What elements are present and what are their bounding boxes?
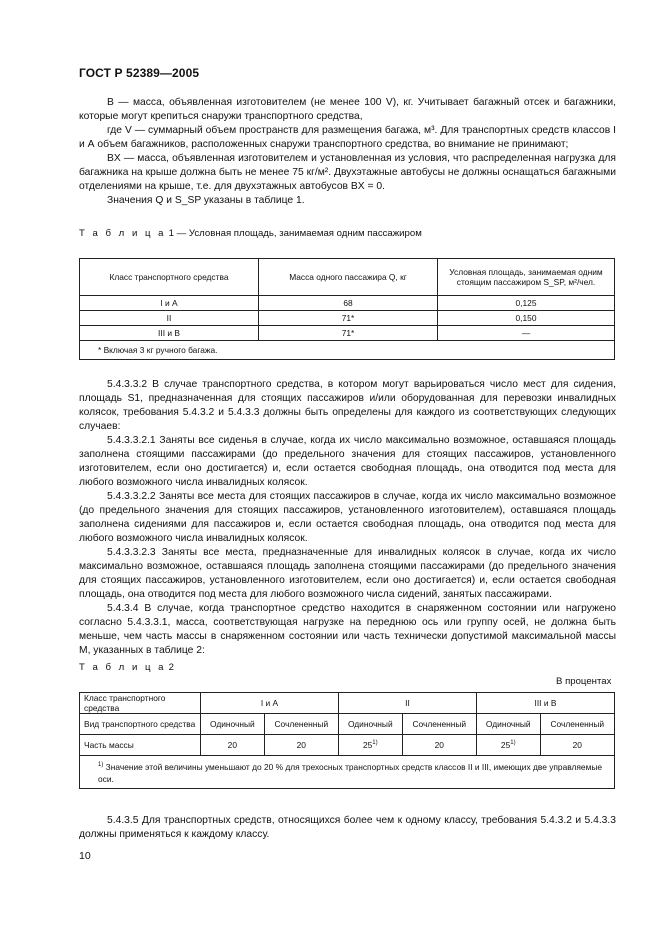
standard-title: ГОСТ Р 52389—2005 (79, 66, 200, 80)
table-cell: 71* (259, 326, 438, 341)
table1 (79, 258, 615, 360)
page-number: 10 (79, 850, 91, 862)
table-cell: Одиночный (338, 714, 402, 735)
table-cell: I и А (201, 693, 339, 714)
clause-5-4-3-3-2-1: 5.4.3.3.2.1 Заняты все сиденья в случае, когда их число максимально возможное, оставшаяся площадь заполнена стоящими пассажирами (до предельного значения для стоящих пассажиров, установленного изготовителем, если оно достигается) и, если остается свободная площадь, она отводится под места для любого возможного числа инвалидных колясок. (79, 435, 616, 488)
table-cell: III и В (476, 693, 614, 714)
table-cell: 25$^{1)}$ (476, 735, 540, 756)
table-cell: 20 (540, 735, 614, 756)
table1-header-cell: Класс транспортного средства (80, 259, 259, 296)
clause-5-4-3-4: 5.4.3.4 В случае, когда транспортное средство находится в снаряженном состоянии или нагружено согласно 5.4.3.3.1, масса, соответствующая нагрузке на переднюю ось или группу осей, не должна быть меньше, чем часть массы в снаряженном состоянии или часть технически допустимой максимальной массы M, указанных в таблице 2: (79, 603, 616, 656)
table-row (80, 326, 615, 341)
table1-header-cell: Условная площадь, занимаемая одним стоящим пассажиром S_SP, м²/чел. (438, 259, 615, 296)
table1-header-cell: Масса одного пассажира Q, кг (259, 259, 438, 296)
table-cell: 68 (259, 296, 438, 311)
clause-5-4-3-3-2: 5.4.3.3.2 В случае транспортного средства, в котором могут варьироваться число мест для сидения, площадь S1, предназначенная для стоящих пассажиров и/или оборудованная для перевозки инвалидных колясок, требования 5.4.3.2 и 5.4.3.3 должны быть определены для каждого из соответствующих следующих случаев: (79, 379, 616, 432)
definition-v: где V — суммарный объем пространств для размещения багажа, м³. Для транспортных средств классов I и А объем багажников, расположенных снаружи транспортного средства, во внимание не принимают; (79, 125, 616, 150)
table2-units: В процентах (556, 676, 612, 687)
table-row (80, 735, 615, 756)
table-cell: I и А (80, 296, 259, 311)
table-cell: II (80, 311, 259, 326)
table2-footnote-row (80, 756, 615, 789)
table-cell: 25$^{1)}$ (338, 735, 402, 756)
table2-class-label: Класс транспортного средства (80, 693, 201, 714)
table-cell: II (338, 693, 476, 714)
table2 (79, 692, 615, 789)
table-cell: Одиночный (201, 714, 265, 735)
table-row (80, 693, 615, 714)
table-cell: 0,125 (438, 296, 615, 311)
table-cell: III и В (80, 326, 259, 341)
table1-caption: Т а б л и ц а 1 — Условная площадь, занимаемая одним пассажиром (79, 228, 422, 239)
table-row (80, 311, 615, 326)
table-cell: 20 (402, 735, 476, 756)
final-block (79, 814, 616, 842)
table1-footnote: * Включая 3 кг ручного багажа. (80, 341, 615, 360)
table-cell: 20 (264, 735, 338, 756)
table-row (80, 714, 615, 735)
table-cell: 20 (201, 735, 265, 756)
body-block (79, 378, 616, 658)
values-reference: Значения Q и S_SP указаны в таблице 1. (107, 195, 305, 206)
clause-5-4-3-5: 5.4.3.5 Для транспортных средств, относящихся более чем к одному классу, требования 5.4.3.2 и 5.4.3.3 должны применяться к каждому классу. (79, 815, 616, 840)
table2-mass-label: Часть массы (80, 735, 201, 756)
table-cell: 0,150 (438, 311, 615, 326)
clause-5-4-3-3-2-3: 5.4.3.3.2.3 Заняты все места, предназначенные для инвалидных колясок в случае, когда их число максимально возможное, оставшаяся площадь заполнена стоящими пассажирами (до предельного значения для стоящих пассажиров, установленного изготовителем, если оно достигается) и, если остается свободная площадь, она отводится под места для любого возможного числа сидений, занятых пассажирами. (79, 547, 616, 600)
clause-5-4-3-3-2-2: 5.4.3.3.2.2 Заняты все места для стоящих пассажиров в случае, когда их число максимально возможное (до предельного значения для стоящих пассажиров, установленного изготовителем), оставшаяся площадь заполнена сидениями для пассажиров и, если остается свободная площадь, она отводится под места для любого возможного числа инвалидных колясок. (79, 491, 616, 544)
table-cell: Сочлененный (540, 714, 614, 735)
table-row (80, 296, 615, 311)
table-cell: Сочлененный (402, 714, 476, 735)
table2-footnote: $^{1)}$ Значение этой величины уменьшают до 20 % для трехосных транспортных средств классов II и III, имеющих две управляемые оси. (80, 756, 615, 789)
definition-bx: BX — масса, объявленная изготовителем и установленная из условия, что распределенная нагрузка для багажника на крыше должна быть не менее 75 кг/м². Двухэтажные автобусы не должны оснащаться багажными отделениями на крыше, т.е. для двухэтажных автобусов BX = 0. (79, 153, 616, 192)
table1-header-row (80, 259, 615, 296)
intro-block (79, 96, 616, 208)
table-cell: — (438, 326, 615, 341)
table2-type-label: Вид транспортного средства (80, 714, 201, 735)
table1-footnote-row (80, 341, 615, 360)
definition-b: B — масса, объявленная изготовителем (не менее 100 V), кг. Учитывает багажный отсек и багажники, которые могут крепиться снаружи транспортного средства, (79, 97, 616, 122)
table-cell: Сочлененный (264, 714, 338, 735)
table-cell: 71* (259, 311, 438, 326)
table-cell: Одиночный (476, 714, 540, 735)
table2-caption: Т а б л и ц а 2 (79, 662, 174, 673)
